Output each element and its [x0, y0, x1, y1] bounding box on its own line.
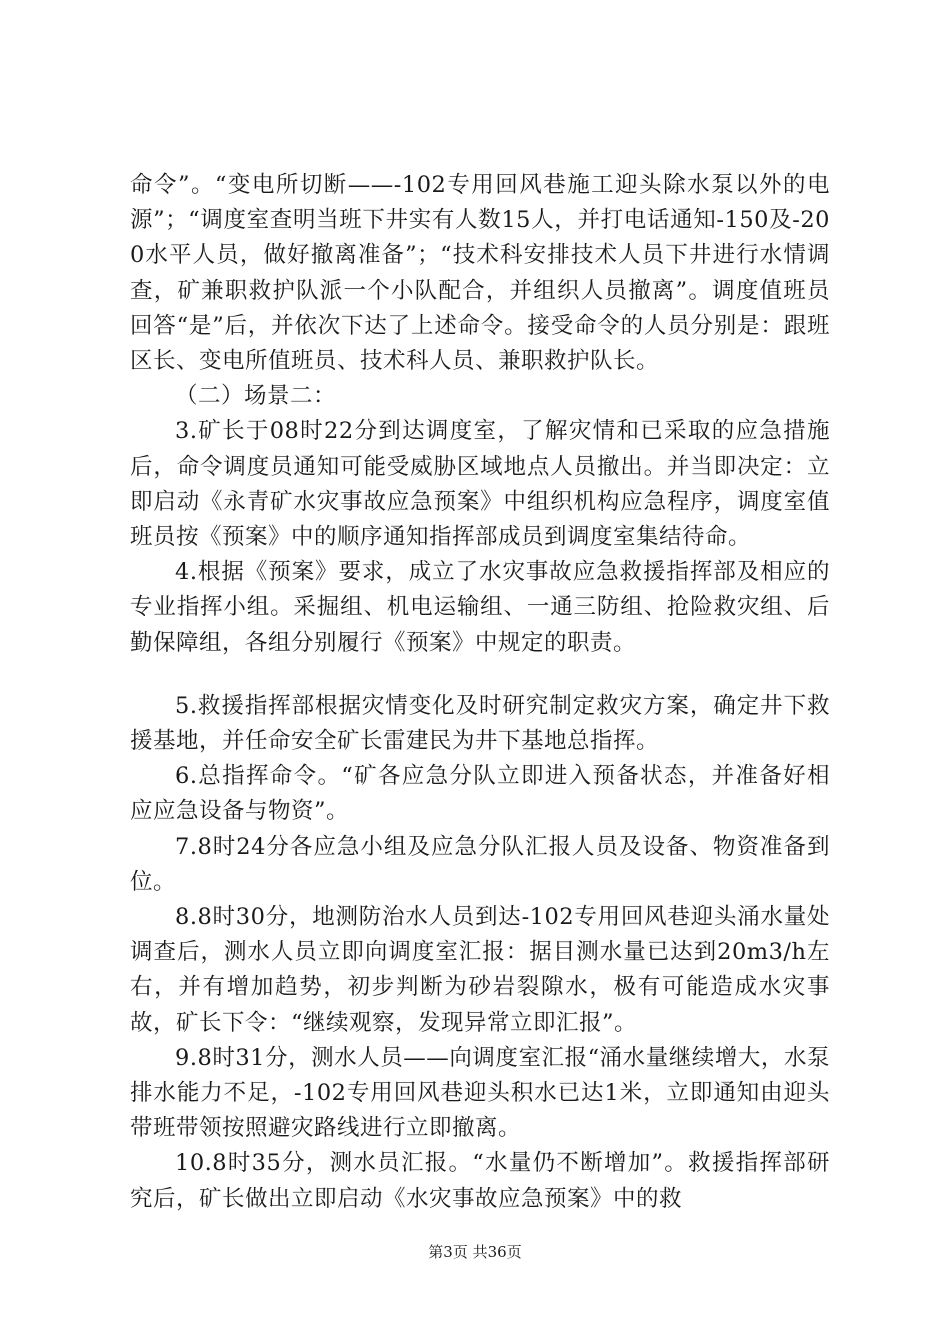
page-footer: 第3页 共36页 [428, 1243, 522, 1261]
paragraph-gap [130, 661, 830, 689]
paragraph-item-8: 8.8时30分，地测防治水人员到达-102专用回风巷迎头涌水量处调查后，测水人员立即向调度室汇报：据目测水量已达到20m3/h左右，并有增加趋势，初步判断为砂岩裂隙水，极有可能造成水灾事故，矿长下令：“继续观察，发现异常立即汇报”。 [130, 904, 830, 1036]
paragraph-item-10: 10.8时35分，测水员汇报。“水量仍不断增加”。救援指挥部研究后，矿长做出立即启动《水灾事故应急预案》中的救 [130, 1150, 830, 1212]
paragraph-item-7: 7.8时24分各应急小组及应急分队汇报人员及设备、物资准备到位。 [130, 833, 830, 895]
paragraph-item-4: 4.根据《预案》要求，成立了水灾事故应急救援指挥部及相应的专业指挥小组。采掘组、机电运输组、一通三防组、抢险救灾组、后勤保障组，各组分别履行《预案》中规定的职责。 [130, 559, 830, 656]
document-body [130, 168, 830, 1217]
paragraph-item-9: 9.8时31分，测水人员——向调度室汇报“涌水量继续增大，水泵排水能力不足，-102专用回风巷迎头积水已达1米，立即通知由迎头带班带领按照避灾路线进行立即撤离。 [130, 1044, 830, 1142]
paragraph-item-3: 3.矿长于08时22分到达调度室，了解灾情和已采取的应急措施后，命令调度员通知可能受威胁区域地点人员撤出。并当即决定：立即启动《永青矿水灾事故应急预案》中组织机构应急程序，调度室值班员按《预案》中的顺序通知指挥部成员到调度室集结待命。 [130, 418, 830, 551]
paragraph-commands: 命令”。“变电所切断——-102专用回风巷施工迎头除水泵以外的电源”；“调度室查明当班下井实有人数15人，并打电话通知-150及-200水平人员，做好撤离准备”；“技术科安排技术人员下井进行水情调查，矿兼职救护队派一个小队配合，并组织人员撤离”。调度值班员回答“是”后，并依次下达了上述命令。接受命令的人员分别是：跟班区长、变电所值班员、技术科人员、兼职救护队长。 [130, 172, 830, 375]
section-heading-scene-two: （二）场景二： [175, 383, 337, 410]
paragraph-item-6: 6.总指挥命令。“矿各应急分队立即进入预备状态，并准备好相应应急设备与物资”。 [130, 763, 830, 825]
paragraph-item-5: 5.救援指挥部根据灾情变化及时研究制定救灾方案，确定井下救援基地，并任命安全矿长雷建民为井下基地总指挥。 [130, 692, 830, 755]
